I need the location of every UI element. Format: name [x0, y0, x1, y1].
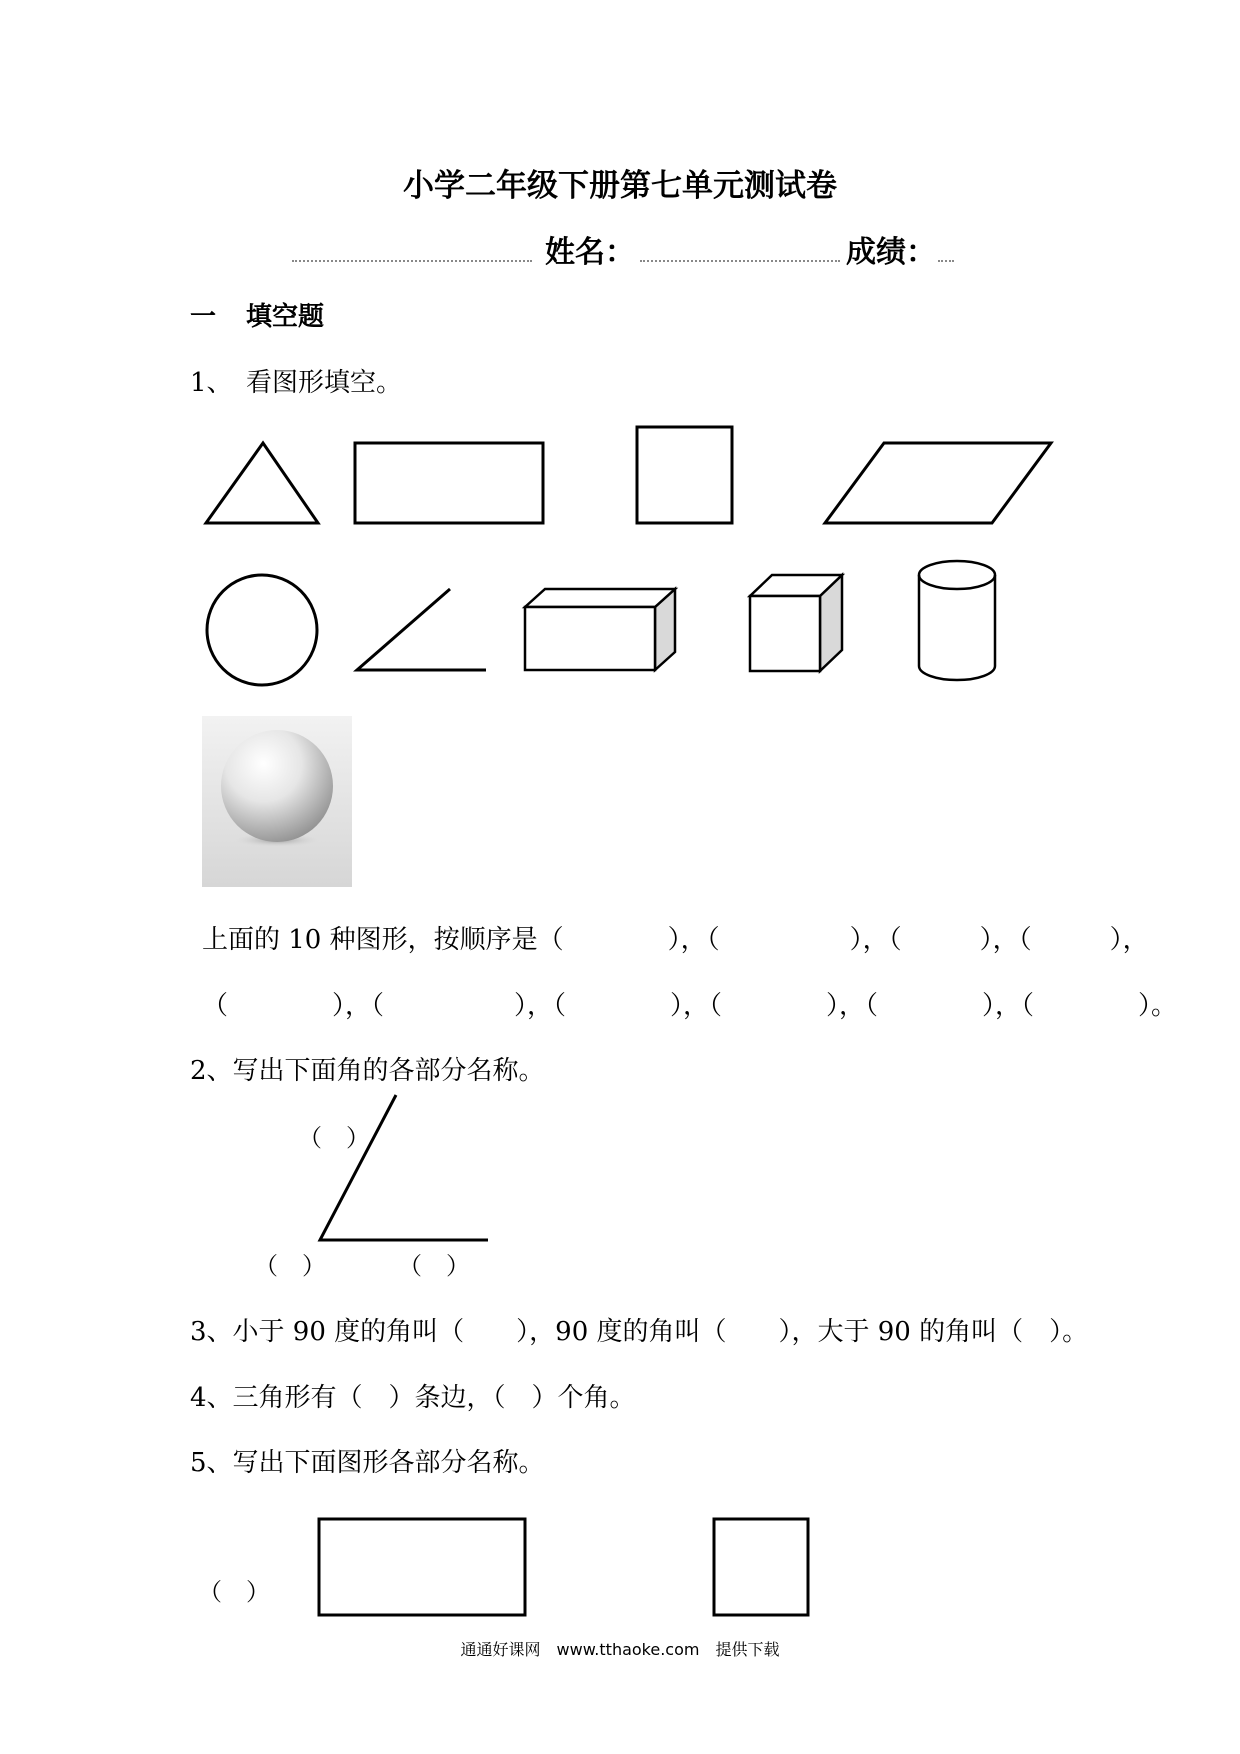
- sphere-picture: [202, 716, 352, 887]
- q1-answer-line-1: 上面的 10 种图形，按顺序是（ ），（ ），（ ），（ ），: [202, 925, 1149, 955]
- angle-side-blank: （ ）: [398, 1252, 470, 1280]
- question-1-text: 看图形填空。: [246, 368, 403, 398]
- question-2-text: 2、写出下面角的各部分名称。: [190, 1056, 545, 1086]
- angle-vertex-blank: （ ）: [254, 1252, 326, 1280]
- triangle-shape: [206, 443, 318, 523]
- parallelogram-shape: [825, 443, 1051, 523]
- rectangle-shape: [355, 443, 543, 523]
- section-number: 一: [190, 302, 217, 332]
- score-label: 成绩：: [846, 235, 936, 270]
- question-3-text: 3、小于 90 度的角叫（ ），90 度的角叫（ ），大于 90 的角叫（ ）。: [190, 1317, 1089, 1347]
- angle-shape: [357, 589, 486, 670]
- q5-blank: （ ）: [198, 1578, 270, 1606]
- angle-vertex-blank-top: （ ）: [298, 1124, 370, 1152]
- question-5-text: 5、写出下面图形各部分名称。: [190, 1448, 545, 1478]
- cylinder-shape: [919, 561, 995, 680]
- cuboid-shape: [525, 589, 675, 670]
- angle-diagram: [320, 1095, 488, 1240]
- page-title: 小学二年级下册第七单元测试卷: [403, 168, 837, 204]
- question-1-number: 1、: [190, 368, 233, 398]
- section-heading: 填空题: [246, 302, 325, 332]
- q5-rectangle-shape: [319, 1519, 525, 1615]
- name-label: 姓名：: [545, 235, 635, 270]
- square-shape: [637, 427, 732, 523]
- q1-answer-line-2: （ ），（ ），（ ），（ ），（ ），（ ）。: [202, 991, 1178, 1021]
- q5-square-shape: [714, 1519, 808, 1615]
- footer-text: 通通好课网 www.tthaoke.com 提供下载: [460, 1640, 780, 1659]
- cube-shape: [750, 575, 842, 671]
- question-4-text: 4、三角形有（ ）条边，（ ）个角。: [190, 1383, 636, 1413]
- circle-shape: [207, 575, 317, 685]
